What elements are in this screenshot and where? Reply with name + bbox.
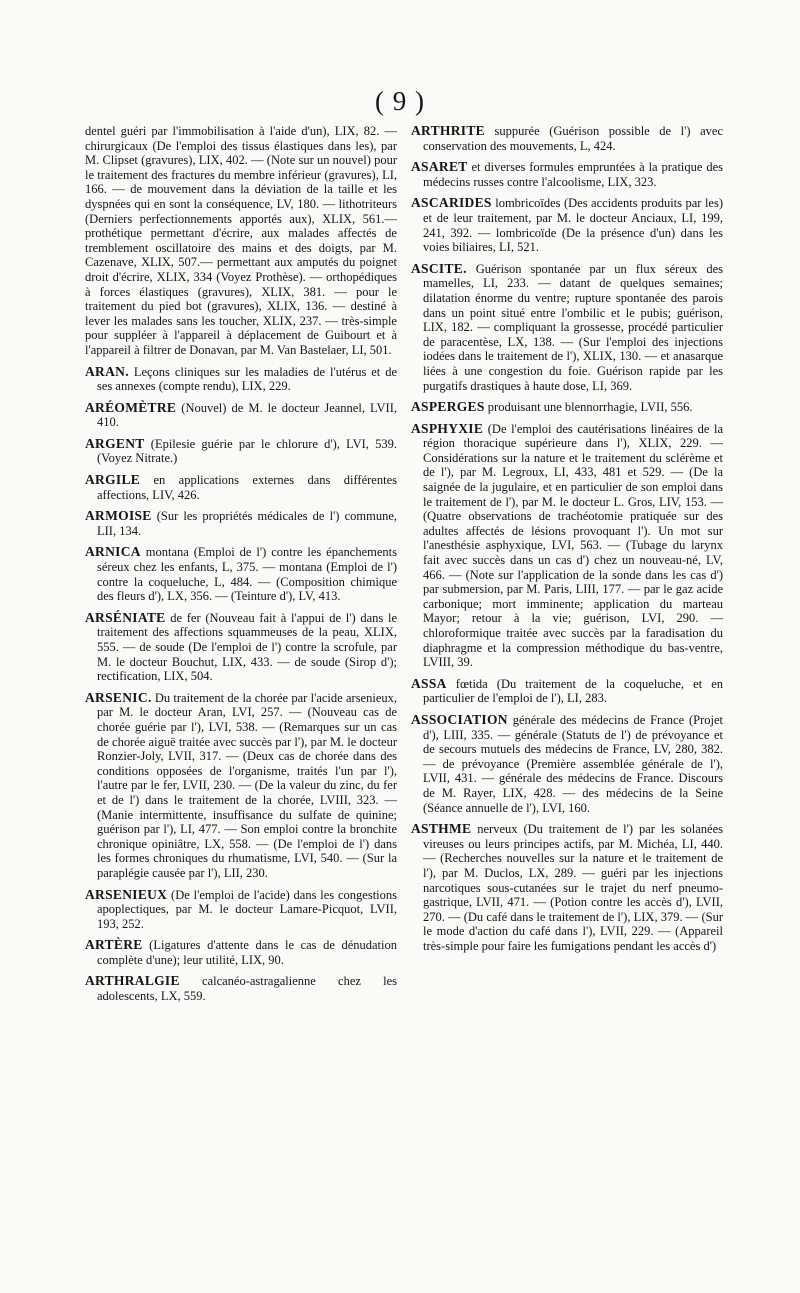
entry-text: nerveux (Du traitement de l') par les solanées vireuses ou leurs principes actifs, par M. Michéa, LI, 440. — (Recherches nouvelles sur la nature et le traitement de l'), par M. Duclos, LX, 289. — guéri par les injections narcotiques sous-cutanées sur le trajet du nerf pneumo-gastrique, LVII, 471. — (Potion contre les accès d'), LVII, 270. — (Du café dans le traitement de l'), LIX, 379. — (Sur le mode d'action du café dans l'), LVII, 229. — (Appareil très-simple pour faire les fumigations pendant les accès d') [423,822,724,953]
entry-text: Leçons cliniques sur les maladies de l'utérus et de ses annexes (compte rendu), LIX, 229. [97,364,397,394]
index-entry [85,545,397,603]
entry-text: générale des médecins de France (Projet d'), LIII, 335. — générale (Statuts de l') de prévoyance et de secours mutuels des médecins de France, LV, 280, 382. — de prévoyance (Première assemblée générale de l'), LVII, 431. — générale des médecins de France. Discours de M. Rayer, LIX, 428. — des médecins de la Seine (Séance annuelle de l'), LVI, 160. [423,712,723,815]
index-entry [85,437,397,466]
entry-text: (De l'emploi de l'acide) dans les congestions apoplectiques, par M. le docteur Lamare-Picquot, LVII, 193, 252. [97,887,398,931]
index-entry [411,822,723,953]
entry-headword: ARAN. [85,363,129,379]
entry-text: dentel guéri par l'immobilisation à l'aide d'un), LIX, 82. — chirurgicaux (De l'emploi des tissus élastiques dans les), par M. Clipset (gravures), LIX, 402. — (Note sur un nouvel) pour le traitement des fractures du membre inférieur (gravures), LI, 166. — de mouvement dans la déviation de la taille et les dyspnées qui en sont la conséquence, LV, 180. — lithotriteurs (Derniers perfectionnements apportés aux), XLIX, 561.—prothétique permettant d'écrire, aux malades affectés de tremblement oscillatoire des mains et des doigts, par M. Cazenave, XLIX, 507.— permettant aux amputés du poignet droit d'écrire, XLIX, 334 (Voyez Prothèse). — orthopédiques à forces élastiques (gravures), XLIX, 381. — pour le traitement du pied bot (gravures), XLIX, 136. — destiné à lever les malades sans les toucher, XLIX, 237. — très-simple pour suppléer à l'appareil à déplacement de Guibourt et à l'appareil à filtrer de Donavan, par M. Van Bastelaer, LI, 501. [85,124,397,357]
entry-headword: ARSENIC. [85,689,152,705]
entry-text: suppurée (Guérison possible de l') avec conservation des mouvements, L, 424. [423,124,723,153]
entry-headword: ASCITE. [411,260,467,276]
index-entry [85,365,397,394]
index-entry [411,262,723,393]
entry-text: fœtida (Du traitement de la coqueluche, et en particulier de l'emploi de l'), LI, 283. [423,676,723,706]
index-entry [411,713,723,815]
entry-headword: ARÉOMÈTRE [85,399,177,415]
index-entry [85,473,397,502]
entry-text: en applications externes dans différentes affections, LIV, 426. [97,473,397,502]
index-entry [85,401,397,430]
index-entry [85,888,397,932]
entry-headword: ASSA [411,675,447,691]
entry-headword: ASPERGES [411,399,485,415]
page-number: ( 9 ) [375,86,425,116]
index-entry [411,124,723,153]
entry-headword: ARTÈRE [85,937,143,953]
entry-text: et diverses formules empruntées à la pratique des médecins russes contre l'alcoolisme, LIX, 323. [423,160,724,189]
index-entry [85,509,397,538]
entry-headword: ARTHRITE [411,123,485,138]
index-entry [85,611,397,684]
index-entry [411,196,723,254]
entry-text: (Ligatures d'attente dans le cas de dénudation complète d'une); leur utilité, LIX, 90. [97,938,398,967]
entry-headword: ASPHYXIE [411,420,484,436]
entry-text: produisant une blennorrhagie, LVII, 556. [487,400,693,415]
index-entry [85,124,397,358]
entry-text: (Sur les propriétés médicales de l') commune, LII, 134. [97,509,397,538]
entry-headword: ASARET [411,159,468,175]
index-entry [411,160,723,189]
entry-text: calcanéo-astragalienne chez les adolescents, LX, 559. [97,974,397,1004]
index-entry [85,691,397,881]
right-column [411,124,723,960]
entry-text: (Nouvel) de M. le docteur Jeannel, LVII, 410. [97,400,397,430]
index-entry [85,974,397,1003]
entry-headword: ASTHME [411,821,472,837]
entry-headword: ARTHRALGIE [85,973,180,989]
entry-text: lombricoïdes (Des accidents produits par les) et de leur traitement, par M. le docteur Anciaux, LI, 199, 241, 392. — lombricoïde (De la présence d'un) dans les voies biliaires, LI, 521. [423,196,723,255]
entry-text: Guérison spontanée par un flux séreux des mamelles, LI, 233. — datant de quelques semaines; dilatation énorme du ventre; rupture spontanée des parois dans un point situé entre l'ombilic et le pubis; guérison, LIX, 182. — compliquant la grossesse, procédé particulier de paracentèse, LX, 138. — (Sur l'emploi des injections iodées dans le traitement de l'), XLIX, 130. — et anasarque liées à une congestion du foie. Guérison rapide par les purgatifs drastiques à haute dose, LI, 369. [423,261,723,393]
index-entry [411,400,723,415]
entry-headword: ARGILE [85,472,141,488]
left-column [85,124,397,1011]
entry-text: montana (Emploi de l') contre les épanchements séreux chez les enfants, L, 375. — montana (Emploi de l') contre la coqueluche, L, 484. — (Composition chimique des fleurs d'), LX, 356. — (Teinture d'), LV, 413. [97,545,397,604]
entry-text: de fer (Nouveau fait à l'appui de l') dans le traitement des affections squammeuses de la peau, XLIX, 555. — de soude (De l'emploi de l') contre la scrofule, par M. le docteur Bouchut, LIX, 433. — de soude (Sirop d'); rectification, LIX, 504. [97,610,398,684]
entry-text: Du traitement de la chorée par l'acide arsenieux, par M. le docteur Aran, LVI, 257. — (Nouveau cas de chorée guérie par l'), LVI, 538. — (Remarques sur un cas de chorée aiguë traitée avec succès par l'), par M. le docteur Ronzier-Joly, LVII, 317. — (Deux cas de chorée dans des conditions opposées de l'organisme, traités l'un par l'), l'autre par le fer, LVII, 230. — (De la valeur du zinc, du fer et de l') dans le traitement de la chorée, LVIII, 323. — (Manie intermittente, insuffisance du sulfate de quinine; guérison par l'), LI, 477. — Son emploi contre la bronchite chronique opiniâtre, LX, 558. — (De l'emploi de l') dans les formes chroniques du rhumatisme, LVI, 540. — (Sur la paraplégie causée par l'), LII, 230. [97,690,398,880]
entry-headword: ARSÉNIATE [85,609,166,625]
index-entry [411,677,723,706]
index-entry [85,938,397,967]
entry-headword: ARSENIEUX [85,886,168,902]
entry-headword: ASCARIDES [411,195,492,211]
entry-headword: ARNICA [85,544,141,560]
entry-text: (Epilesie guérie par le chlorure d'), LVI, 539. (Voyez Nitrate.) [97,436,397,466]
index-entry [411,422,723,670]
entry-headword: ARGENT [85,435,145,451]
entry-headword: ARMOISE [85,508,152,524]
entry-headword: ASSOCIATION [411,711,508,727]
entry-text: (De l'emploi des cautérisations linéaires de la région thoracique supérieure dans l'), XLIX, 229. — Considérations sur la nature et le traitement du sclérème et de l'), par M. Legroux, LI, 433, 481 et 529. — (De la saignée de la jugulaire, et en particulier de son emploi dans le traitement de l'), par M. le docteur L. Gros, LIV, 153. — (Quatre observations de trachéotomie pratiquée sur des adultes affectés de lésions provoquant l'). Un mot sur l'anesthésie asphyxique, LVI, 563. — (Tubage du larynx fait avec succès dans un cas d') chez un nouveau-né, LV, 466. — (Note sur l'application de la sonde dans les cas d') par submersion, par M. Paris, LIII, 177. — par le gaz acide carbonique; mort imminente; application du marteau Mayor; retour à la vie; guérison, LVI, 290. — chloroformique traitée avec succès par la faradisation du diaphragme et la compression méthodique du bas-ventre, LVIII, 39. [423,421,724,670]
